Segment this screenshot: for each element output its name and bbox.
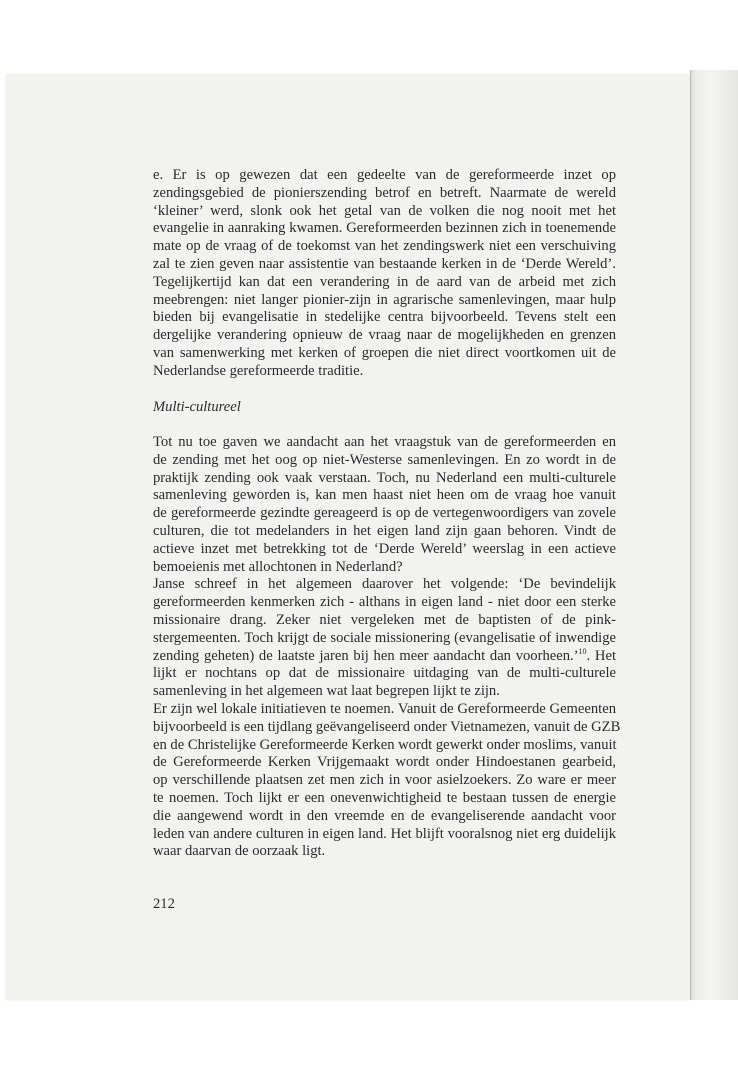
footnote-reference: 10 bbox=[578, 646, 587, 656]
text-line: Tegelijkertijd kan dat een verandering in de aard van de arbeid met zich bbox=[153, 273, 616, 290]
text-line: culturen, die tot medelanders in het eigen land zijn gaan behoren. Vindt de bbox=[153, 522, 616, 539]
section-heading: Multi-cultureel bbox=[153, 399, 241, 415]
book-edge bbox=[690, 70, 738, 1000]
text-line: missionaire drang. Zeker niet vergeleken met de baptisten of de pink- bbox=[153, 611, 616, 628]
text-line: samenleving geworden is, kan men haast niet heen om de vraag hoe vanuit bbox=[153, 487, 616, 504]
text-line: de gereformeerde gezindte gereageerd is op de vertegenwoordigers van zovele bbox=[153, 505, 616, 522]
text-line: lijkt er nochtans op dat de missionaire uitdaging van de multi-culturele bbox=[153, 665, 616, 682]
text-line: ‘kleiner’ werd, slonk ook het getal van de volken die nog nooit met het bbox=[153, 202, 616, 219]
page-number: 212 bbox=[153, 896, 175, 912]
text-segment: zending geheten) de laatste jaren bij hen meer aandacht dan voorheen.’ bbox=[153, 647, 579, 664]
text-line: evangelie in aanraking kwamen. Gereformeerden bezinnen zich in toenemende bbox=[153, 220, 616, 237]
text-line: bieden bij evangelisatie in stedelijke centra bijvoorbeeld. Tevens stelt een bbox=[153, 309, 616, 326]
text-line: waar daarvan de oorzaak ligt. bbox=[153, 843, 326, 860]
text-line: die aangewend wordt in den vreemde en de evangeliserende aandacht voor bbox=[153, 807, 616, 824]
book-edge-line bbox=[690, 70, 691, 1000]
text-line: de zending met het oog op niet-Westerse samenlevingen. En zo wordt in de bbox=[153, 451, 616, 468]
text-line: op verschillende plaatsen zet men zich in voor asielzoekers. Zo ware er meer bbox=[153, 772, 616, 789]
text-segment: . Het bbox=[586, 647, 617, 664]
text-line: mate op de vraag of de toekomst van het zendingswerk niet een verschuiving bbox=[153, 238, 616, 255]
paragraph-2 bbox=[153, 434, 621, 861]
text-line-with-footnote bbox=[153, 648, 616, 666]
paragraph-1 bbox=[153, 167, 616, 381]
text-line: e. Er is op gewezen dat een gedeelte van de gereformeerde inzet op bbox=[153, 167, 616, 183]
text-line: stergemeenten. Toch krijgt de sociale missionering (evangelisatie of inwendige bbox=[153, 629, 616, 646]
text-line: meebrengen: niet langer pionier-zijn in agrarische samenlevingen, maar hulp bbox=[153, 291, 616, 308]
text-line: Janse schreef in het algemeen daarover het volgende: ‘De bevindelijk bbox=[153, 576, 616, 593]
text-line: de Gereformeerde Kerken Vrijgemaakt wordt onder Hindoestanen gearbeid, bbox=[153, 754, 616, 771]
text-line: zal te zien geven naar assistentie van bestaande kerken in de ‘Derde Wereld’. bbox=[153, 255, 616, 272]
text-line: bijvoorbeeld is een tijdlang geëvangeliseerd onder Vietnamezen, vanuit de GZB bbox=[153, 718, 621, 735]
text-line: dergelijke verandering opnieuw de vraag naar de mogelijkheden en grenzen bbox=[153, 327, 616, 344]
text-line: Er zijn wel lokale initiatieven te noemen. Vanuit de Gereformeerde Gemeenten bbox=[153, 700, 616, 717]
text-line: samenleving in het algemeen wat laat begrepen lijkt te zijn. bbox=[153, 683, 500, 700]
text-line: van samenwerking met kerken of groepen die niet direct voortkomen uit de bbox=[153, 344, 616, 361]
text-line: leden van andere culturen in eigen land. Het blijft vooralsnog niet erg duidelijk bbox=[153, 825, 616, 842]
text-line: zendingsgebied de pionierszending betrof en betreft. Naarmate de wereld bbox=[153, 184, 616, 201]
text-line: te noemen. Toch lijkt er een onevenwichtigheid te bestaan tussen de energie bbox=[153, 789, 616, 806]
text-line: actieve inzet met betrekking tot de ‘Derde Wereld’ weerslag in een actieve bbox=[153, 540, 616, 557]
text-line: Nederlandse gereformeerde traditie. bbox=[153, 362, 364, 379]
text-line: gereformeerden kenmerken zich - althans in eigen land - niet door een sterke bbox=[153, 594, 616, 611]
text-line: Tot nu toe gaven we aandacht aan het vraagstuk van de gereformeerden en bbox=[153, 434, 616, 450]
text-line: praktijk zending ook vaak verstaan. Toch, nu Nederland een multi-culturele bbox=[153, 469, 616, 486]
text-line: en de Christelijke Gereformeerde Kerken wordt gewerkt onder moslims, vanuit bbox=[153, 736, 617, 753]
text-line: bemoeienis met allochtonen in Nederland? bbox=[153, 558, 403, 575]
